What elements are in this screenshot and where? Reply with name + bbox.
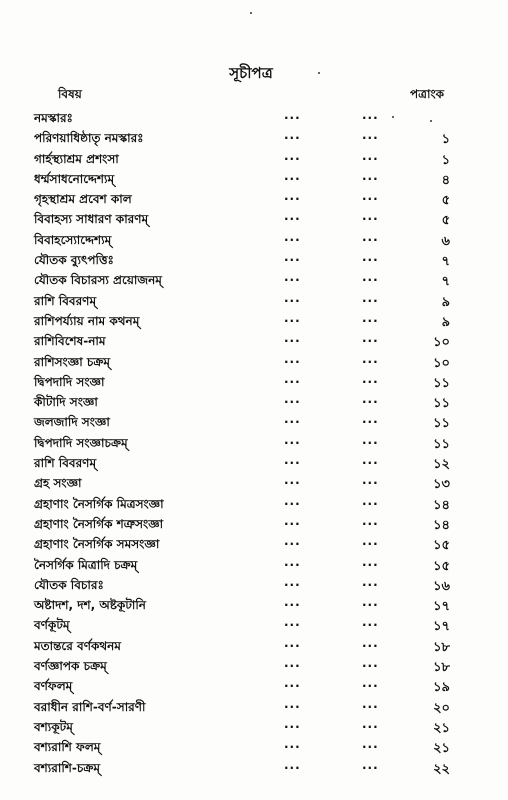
dot-leader: ... — [362, 493, 379, 508]
dot-leader: ... — [284, 128, 301, 143]
dot-leader: ... — [362, 209, 379, 224]
print-speck — [392, 116, 394, 118]
contents-subject: গ্রহাণাং নৈসর্গিক মিত্রসংজ্ঞা — [34, 496, 164, 511]
contents-page-number: ২২ — [433, 761, 450, 777]
contents-subject: নমস্কারঃ — [34, 111, 73, 125]
dot-leader: ... — [284, 737, 301, 752]
dot-leader: ... — [362, 757, 379, 772]
contents-row — [0, 534, 508, 554]
contents-row — [0, 494, 508, 514]
contents-row — [0, 412, 508, 432]
dot-leader: ... — [362, 696, 379, 711]
contents-subject: অষ্টাদশ, দশ, অষ্টকূটানি — [34, 598, 146, 613]
dot-leader: ... — [362, 615, 379, 630]
dot-leader: ... — [362, 108, 379, 122]
contents-page-number: ১৭ — [433, 619, 450, 635]
contents-row — [0, 128, 508, 148]
dot-leader: ... — [362, 554, 379, 569]
contents-subject: বর্ণজ্ঞাপক চক্রম্ — [34, 659, 107, 674]
dot-leader: ... — [284, 412, 301, 427]
contents-row — [0, 291, 508, 311]
dot-leader: ... — [362, 310, 379, 325]
contents-page-number: ৯ — [441, 314, 450, 330]
dot-leader: ... — [284, 209, 301, 224]
dot-leader: ... — [284, 432, 301, 447]
dot-leader: ... — [284, 595, 301, 610]
contents-row — [0, 230, 508, 250]
contents-subject: গার্হস্থ্যাশ্রম প্রশংসা — [34, 151, 119, 166]
dot-leader: ... — [362, 371, 379, 386]
contents-subject: বশ্যরাশি-চক্রম্ — [34, 760, 101, 775]
contents-page-number: ৭ — [441, 254, 450, 270]
page-title: সূচীপত্র — [229, 64, 273, 82]
contents-row — [0, 352, 508, 372]
contents-subject: রাশিসংজ্ঞা চক্রম্ — [34, 354, 111, 369]
contents-page-number: ১৫ — [433, 538, 450, 554]
dot-leader: ... — [284, 574, 301, 589]
contents-subject: বশ্যকূটম্ — [34, 719, 73, 734]
contents-row — [0, 433, 508, 453]
contents-subject: ধর্ম্মসাধনোদ্দেশ্যম্ — [34, 171, 115, 186]
contents-subject: বশ্যরাশি ফলম্ — [34, 740, 101, 755]
contents-subject: গৃহস্থাশ্রম প্রবেশ কাল — [34, 192, 132, 207]
dot-leader: ... — [362, 331, 379, 346]
dot-leader: ... — [284, 189, 301, 204]
dot-leader: ... — [362, 473, 379, 488]
dot-leader: ... — [362, 392, 379, 407]
contents-page-number: ৪ — [441, 172, 450, 188]
dot-leader: ... — [284, 229, 301, 244]
contents-row — [0, 676, 508, 696]
dot-leader: ... — [284, 310, 301, 325]
contents-page-number: ১২ — [433, 457, 450, 473]
contents-subject: নৈসর্গিক মিত্রাদি চক্রম্ — [34, 557, 138, 572]
dot-leader: ... — [362, 513, 379, 528]
contents-subject: দ্বিপদাদি সংজ্ঞাচক্রম্ — [34, 435, 128, 450]
contents-page-number: ৯ — [441, 294, 450, 310]
contents-row — [0, 656, 508, 676]
dot-leader: ... — [362, 229, 379, 244]
contents-page-number: ২১ — [433, 720, 450, 736]
dot-leader: ... — [284, 615, 301, 630]
contents-subject: রাশি বিবরণম্ — [34, 293, 97, 308]
contents-page-number: ১৩ — [433, 477, 450, 493]
contents-page-number: ৫ — [441, 213, 450, 229]
contents-subject: রাশিপর্য্যায় নাম কথনম্ — [34, 313, 140, 328]
contents-page-number: ১১ — [433, 396, 450, 412]
dot-leader: ... — [284, 656, 301, 671]
contents-row — [0, 555, 508, 575]
dot-leader: ... — [284, 635, 301, 650]
contents-row — [0, 595, 508, 615]
dot-leader: ... — [284, 534, 301, 549]
dot-leader: ... — [284, 392, 301, 407]
contents-page-number: ১৫ — [433, 558, 450, 574]
contents-subject: যৌতক বিচারঃ — [34, 577, 104, 592]
contents-row — [0, 473, 508, 493]
dot-leader: ... — [362, 737, 379, 752]
contents-list — [0, 108, 508, 778]
dot-leader: ... — [362, 656, 379, 671]
contents-page-number: ১১ — [433, 416, 450, 432]
contents-subject: রাশিবিশেষ-নাম — [34, 334, 106, 349]
contents-row — [0, 697, 508, 717]
dot-leader: ... — [284, 371, 301, 386]
dot-leader: ... — [284, 493, 301, 508]
contents-page-number: ১১ — [433, 436, 450, 452]
contents-page-number: ১ — [441, 132, 450, 148]
contents-row — [0, 615, 508, 635]
contents-subject: বিবাহস্য সাধারণ কারণম্ — [34, 212, 149, 227]
contents-row — [0, 392, 508, 412]
dot-leader: ... — [362, 574, 379, 589]
contents-row — [0, 636, 508, 656]
print-speck — [318, 72, 320, 74]
contents-page-number: ৬ — [441, 233, 450, 249]
contents-page-number: ১৪ — [433, 517, 450, 533]
contents-page-number: ১৪ — [433, 497, 450, 513]
contents-row — [0, 453, 508, 473]
dot-leader: ... — [284, 331, 301, 346]
contents-page-number: ২০ — [433, 700, 450, 716]
contents-subject: বরাধীন রাশি-বর্ণ-সারণী — [34, 699, 146, 714]
dot-leader: ... — [362, 453, 379, 468]
contents-page-number: ১০ — [433, 335, 450, 351]
dot-leader: ... — [362, 128, 379, 143]
dot-leader: ... — [284, 716, 301, 731]
dot-leader: ... — [362, 290, 379, 305]
contents-row — [0, 758, 508, 778]
contents-page-number: ১৬ — [433, 578, 450, 594]
dot-leader: ... — [362, 148, 379, 163]
contents-subject: রাশি বিবরণম্ — [34, 456, 97, 471]
dot-leader: ... — [284, 250, 301, 265]
dot-leader: ... — [362, 676, 379, 691]
contents-row — [0, 575, 508, 595]
dot-leader: ... — [284, 757, 301, 772]
print-speck — [250, 12, 252, 14]
dot-leader: ... — [284, 676, 301, 691]
contents-page-number: ১৮ — [433, 660, 450, 676]
dot-leader: ... — [362, 432, 379, 447]
contents-page-number: ৭ — [441, 274, 450, 290]
dot-leader: ... — [284, 473, 301, 488]
contents-page-number: ১৮ — [433, 639, 450, 655]
print-speck — [430, 120, 432, 122]
contents-row — [0, 149, 508, 169]
contents-page-number: ১৯ — [433, 680, 450, 696]
contents-page-number: ১১ — [433, 375, 450, 391]
contents-row — [0, 331, 508, 351]
dot-leader: ... — [362, 534, 379, 549]
contents-subject: বর্ণফলম্ — [34, 679, 73, 694]
contents-subject: বিবাহস্যোদ্দেশ্যম্ — [34, 232, 112, 247]
contents-row — [0, 737, 508, 757]
dot-leader: ... — [284, 351, 301, 366]
dot-leader: ... — [284, 453, 301, 468]
contents-row — [0, 189, 508, 209]
dot-leader: ... — [284, 290, 301, 305]
contents-row — [0, 270, 508, 290]
dot-leader: ... — [284, 108, 301, 122]
contents-row — [0, 311, 508, 331]
contents-page-number: ৫ — [441, 193, 450, 209]
contents-row — [0, 372, 508, 392]
dot-leader: ... — [284, 168, 301, 183]
contents-page-number: ১ — [441, 152, 450, 168]
contents-subject: গ্রহ সংজ্ঞা — [34, 476, 82, 491]
contents-page-number: ১৭ — [433, 599, 450, 615]
dot-leader: ... — [362, 595, 379, 610]
contents-subject: মতান্তরে বর্ণকথনম — [34, 638, 121, 653]
dot-leader: ... — [284, 696, 301, 711]
contents-subject: গ্রহাণাং নৈসর্গিক সমসংজ্ঞা — [34, 537, 160, 552]
contents-page-number: ২১ — [433, 741, 450, 757]
dot-leader: ... — [362, 250, 379, 265]
contents-subject: যৌতক বিচারস্য প্রয়োজনম্ — [34, 273, 162, 288]
contents-row — [0, 250, 508, 270]
dot-leader: ... — [284, 148, 301, 163]
contents-page-number: ১০ — [433, 355, 450, 371]
dot-leader: ... — [362, 635, 379, 650]
column-header-subject: বিষয় — [58, 87, 82, 101]
contents-subject: বর্ণকূটম্ — [34, 618, 70, 633]
contents-row — [0, 209, 508, 229]
contents-subject: কীটাদি সংজ্ঞা — [34, 395, 98, 410]
dot-leader: ... — [362, 412, 379, 427]
contents-subject: গ্রহাণাং নৈসর্গিক শত্রুসংজ্ঞা — [34, 516, 164, 531]
dot-leader: ... — [362, 270, 379, 285]
dot-leader: ... — [362, 716, 379, 731]
contents-subject: জলজাদি সংজ্ঞা — [34, 415, 110, 430]
column-header-page: পত্রাংক — [410, 87, 445, 101]
contents-subject: দ্বিপদাদি সংজ্ঞা — [34, 374, 105, 389]
contents-row — [0, 169, 508, 189]
dot-leader: ... — [362, 168, 379, 183]
contents-row — [0, 108, 508, 128]
dot-leader: ... — [362, 351, 379, 366]
dot-leader: ... — [284, 513, 301, 528]
contents-row — [0, 717, 508, 737]
dot-leader: ... — [284, 554, 301, 569]
dot-leader: ... — [284, 270, 301, 285]
contents-subject: পরিণয়াধিষ্ঠাতৃ নমস্কারঃ — [34, 131, 144, 146]
dot-leader: ... — [362, 189, 379, 204]
contents-row — [0, 514, 508, 534]
contents-subject: যৌতক ব্যুৎপত্তিঃ — [34, 253, 114, 268]
